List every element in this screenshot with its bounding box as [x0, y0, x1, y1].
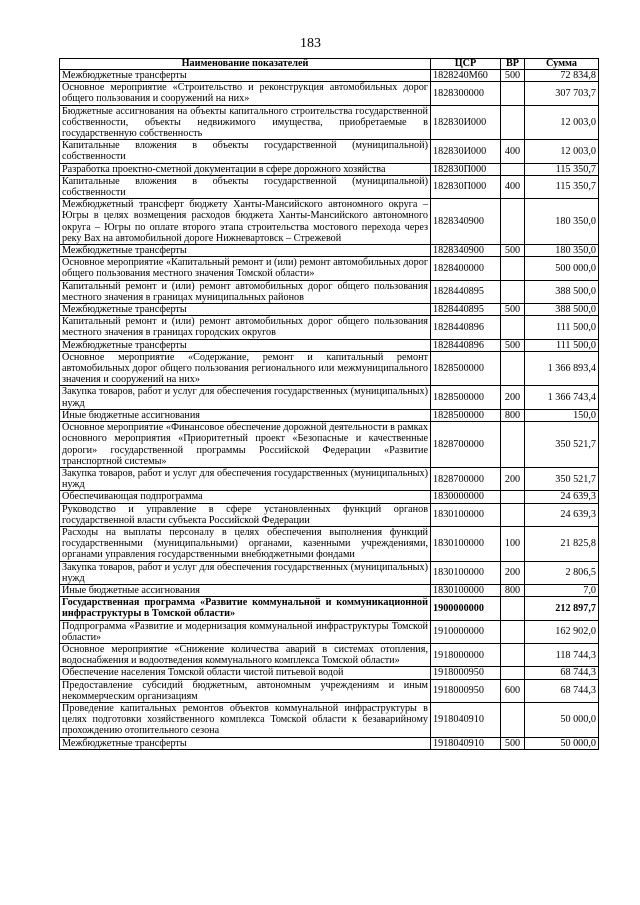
row-vr	[501, 351, 525, 386]
row-name: Основное мероприятие «Содержание, ремонт и капитальный ремонт автомобильных дорог общего пользования регионального или межмуниципального значения и сооружений на них»	[60, 351, 431, 386]
row-vr	[501, 620, 525, 643]
row-vr: 200	[501, 467, 525, 490]
row-sum: 162 902,0	[525, 620, 599, 643]
row-vr	[501, 597, 525, 620]
row-sum: 1 366 743,4	[525, 386, 599, 409]
row-name: Предоставление субсидий бюджетным, автономным учреждениям и иным некоммерческим организациям	[60, 679, 431, 702]
header-name: Наименование показателей	[60, 59, 431, 70]
row-name: Закупка товаров, работ и услуг для обеспечения государственных (муниципальных) нужд	[60, 386, 431, 409]
table-row	[60, 304, 599, 316]
header-sum: Сумма	[525, 59, 599, 70]
row-vr: 800	[501, 584, 525, 596]
row-name: Подпрограмма «Развитие и модернизация коммунальной инфраструктуры Томской области»	[60, 620, 431, 643]
table-row	[60, 422, 599, 468]
table-row	[60, 561, 599, 584]
table-row	[60, 175, 599, 198]
table-row	[60, 679, 599, 702]
row-csr: 1830100000	[431, 561, 501, 584]
table-row	[60, 467, 599, 490]
row-sum: 111 500,0	[525, 316, 599, 339]
row-vr	[501, 280, 525, 303]
row-csr: 1828500000	[431, 351, 501, 386]
row-sum: 12 003,0	[525, 105, 599, 140]
row-name: Иные бюджетные ассигнования	[60, 584, 431, 596]
row-vr	[501, 163, 525, 175]
table-row	[60, 339, 599, 351]
row-vr: 400	[501, 175, 525, 198]
row-vr: 500	[501, 245, 525, 257]
row-csr: 1828340900	[431, 199, 501, 245]
row-csr: 1918000950	[431, 679, 501, 702]
row-csr: 1918040910	[431, 702, 501, 737]
row-vr	[501, 702, 525, 737]
row-vr: 800	[501, 409, 525, 421]
row-sum: 68 744,3	[525, 679, 599, 702]
row-vr: 400	[501, 140, 525, 163]
row-csr: 1828440895	[431, 304, 501, 316]
row-sum: 307 703,7	[525, 82, 599, 105]
row-vr	[501, 667, 525, 679]
row-vr	[501, 105, 525, 140]
row-vr	[501, 643, 525, 666]
row-name: Капитальный ремонт и (или) ремонт автомобильных дорог общего пользования местного значения в границах муниципальных районов	[60, 280, 431, 303]
row-vr	[501, 422, 525, 468]
row-vr	[501, 82, 525, 105]
row-csr: 1828400000	[431, 257, 501, 280]
row-sum: 72 834,8	[525, 70, 599, 82]
row-sum: 388 500,0	[525, 304, 599, 316]
row-name: Межбюджетные трансферты	[60, 245, 431, 257]
row-vr	[501, 257, 525, 280]
page-number: 183	[300, 36, 321, 51]
budget-table	[59, 58, 599, 750]
row-sum: 150,0	[525, 409, 599, 421]
row-name: Бюджетные ассигнования на объекты капитального строительства государственной собственности, объекты недвижимого имущества, приобретаемые в государственную собственность	[60, 105, 431, 140]
table-row	[60, 409, 599, 421]
row-csr: 1910000000	[431, 620, 501, 643]
table-row	[60, 491, 599, 503]
row-name: Межбюджетные трансферты	[60, 737, 431, 749]
row-sum: 7,0	[525, 584, 599, 596]
row-vr: 500	[501, 70, 525, 82]
row-csr: 1830100000	[431, 526, 501, 561]
row-name: Иные бюджетные ассигнования	[60, 409, 431, 421]
row-sum: 50 000,0	[525, 702, 599, 737]
table-row	[60, 163, 599, 175]
row-name: Расходы на выплаты персоналу в целях обеспечения выполнения функций государственными (муниципальными) органами, казенными учреждениями, органами управления государственными внебюджетными фондами	[60, 526, 431, 561]
table-row	[60, 351, 599, 386]
row-csr: 1828700000	[431, 467, 501, 490]
row-sum: 111 500,0	[525, 339, 599, 351]
table-row	[60, 140, 599, 163]
header-csr: ЦСР	[431, 59, 501, 70]
table-row	[60, 702, 599, 737]
row-csr: 1828440896	[431, 316, 501, 339]
table-row	[60, 620, 599, 643]
table-row	[60, 82, 599, 105]
row-sum: 350 521,7	[525, 467, 599, 490]
row-name: Капитальные вложения в объекты государственной (муниципальной) собственности	[60, 140, 431, 163]
row-name: Основное мероприятие «Финансовое обеспечение дорожной деятельности в рамках основного мероприятия «Приоритетный проект «Безопасные и качественные дороги» государственной программы Российской Федерации «Развитие транспортной системы»	[60, 422, 431, 468]
row-vr: 500	[501, 304, 525, 316]
row-csr: 1918000000	[431, 643, 501, 666]
table-row	[60, 70, 599, 82]
row-name: Закупка товаров, работ и услуг для обеспечения государственных (муниципальных) нужд	[60, 561, 431, 584]
row-vr: 500	[501, 339, 525, 351]
row-name: Капитальные вложения в объекты государственной (муниципальной) собственности	[60, 175, 431, 198]
row-sum: 21 825,8	[525, 526, 599, 561]
row-sum: 12 003,0	[525, 140, 599, 163]
table-row	[60, 257, 599, 280]
row-csr: 182830И000	[431, 105, 501, 140]
row-sum: 2 806,5	[525, 561, 599, 584]
row-csr: 1900000000	[431, 597, 501, 620]
row-sum: 1 366 893,4	[525, 351, 599, 386]
table-row	[60, 316, 599, 339]
row-csr: 1918040910	[431, 737, 501, 749]
row-csr: 1828700000	[431, 422, 501, 468]
row-name: Основное мероприятие «Снижение количества аварий в системах отопления, водоснабжения и водоотведения коммунального комплекса Томской области»	[60, 643, 431, 666]
row-name: Разработка проектно-сметной документации в сфере дорожного хозяйства	[60, 163, 431, 175]
row-vr: 500	[501, 737, 525, 749]
table-row	[60, 105, 599, 140]
table-row	[60, 597, 599, 620]
row-csr: 182830П000	[431, 175, 501, 198]
row-vr	[501, 316, 525, 339]
row-name: Государственная программа «Развитие коммунальной и коммуникационной инфраструктуры в Томской области»	[60, 597, 431, 620]
table-row	[60, 643, 599, 666]
row-name: Межбюджетные трансферты	[60, 70, 431, 82]
row-vr	[501, 491, 525, 503]
row-csr: 1828240М60	[431, 70, 501, 82]
table-row	[60, 526, 599, 561]
row-vr	[501, 503, 525, 526]
row-name: Межбюджетные трансферты	[60, 339, 431, 351]
row-name: Обеспечение населения Томской области чистой питьевой водой	[60, 667, 431, 679]
table-row	[60, 245, 599, 257]
row-name: Проведение капитальных ремонтов объектов коммунальной инфраструктуры в целях подготовки хозяйственного комплекса Томской области к безаварийному прохождению отопительного сезона	[60, 702, 431, 737]
row-sum: 180 350,0	[525, 245, 599, 257]
row-csr: 182830П000	[431, 163, 501, 175]
row-csr: 1918000950	[431, 667, 501, 679]
table-row	[60, 503, 599, 526]
row-vr: 200	[501, 386, 525, 409]
row-sum: 212 897,7	[525, 597, 599, 620]
row-name: Основное мероприятие «Капитальный ремонт и (или) ремонт автомобильных дорог общего пользования местного значения Томской области»	[60, 257, 431, 280]
row-sum: 24 639,3	[525, 503, 599, 526]
row-sum: 388 500,0	[525, 280, 599, 303]
row-sum: 24 639,3	[525, 491, 599, 503]
row-vr: 600	[501, 679, 525, 702]
table-row	[60, 386, 599, 409]
row-csr: 1828340900	[431, 245, 501, 257]
row-name: Закупка товаров, работ и услуг для обеспечения государственных (муниципальных) нужд	[60, 467, 431, 490]
row-csr: 1828440895	[431, 280, 501, 303]
row-csr: 1830000000	[431, 491, 501, 503]
row-name: Основное мероприятие «Строительство и реконструкция автомобильных дорог общего пользования и сооружений на них»	[60, 82, 431, 105]
row-vr: 100	[501, 526, 525, 561]
row-name: Обеспечивающая подпрограмма	[60, 491, 431, 503]
row-csr: 1828500000	[431, 409, 501, 421]
table-row	[60, 667, 599, 679]
row-sum: 500 000,0	[525, 257, 599, 280]
table-row	[60, 199, 599, 245]
table-row	[60, 737, 599, 749]
table-row	[60, 280, 599, 303]
row-sum: 118 744,3	[525, 643, 599, 666]
header-vr: ВР	[501, 59, 525, 70]
row-csr: 1830100000	[431, 584, 501, 596]
row-csr: 1830100000	[431, 503, 501, 526]
row-csr: 1828500000	[431, 386, 501, 409]
row-vr	[501, 199, 525, 245]
row-name: Межбюджетные трансферты	[60, 304, 431, 316]
row-csr: 182830И000	[431, 140, 501, 163]
table-header-row	[60, 59, 599, 70]
row-csr: 1828300000	[431, 82, 501, 105]
row-sum: 350 521,7	[525, 422, 599, 468]
row-name: Межбюджетный трансферт бюджету Ханты-Мансийского автономного округа – Югры в целях возмещения расходов бюджета Ханты-Мансийского автономного округа – Югры по оплате второго этапа строительства мостового перехода через реку Вах на автомобильной дороге Нижневартовск – Стрежевой	[60, 199, 431, 245]
row-sum: 180 350,0	[525, 199, 599, 245]
row-sum: 115 350,7	[525, 163, 599, 175]
row-name: Капитальный ремонт и (или) ремонт автомобильных дорог общего пользования местного значения в границах городских округов	[60, 316, 431, 339]
row-sum: 68 744,3	[525, 667, 599, 679]
row-sum: 115 350,7	[525, 175, 599, 198]
table-row	[60, 584, 599, 596]
row-vr: 200	[501, 561, 525, 584]
row-name: Руководство и управление в сфере установленных функций органов государственной власти субъекта Российской Федерации	[60, 503, 431, 526]
row-sum: 50 000,0	[525, 737, 599, 749]
row-csr: 1828440896	[431, 339, 501, 351]
